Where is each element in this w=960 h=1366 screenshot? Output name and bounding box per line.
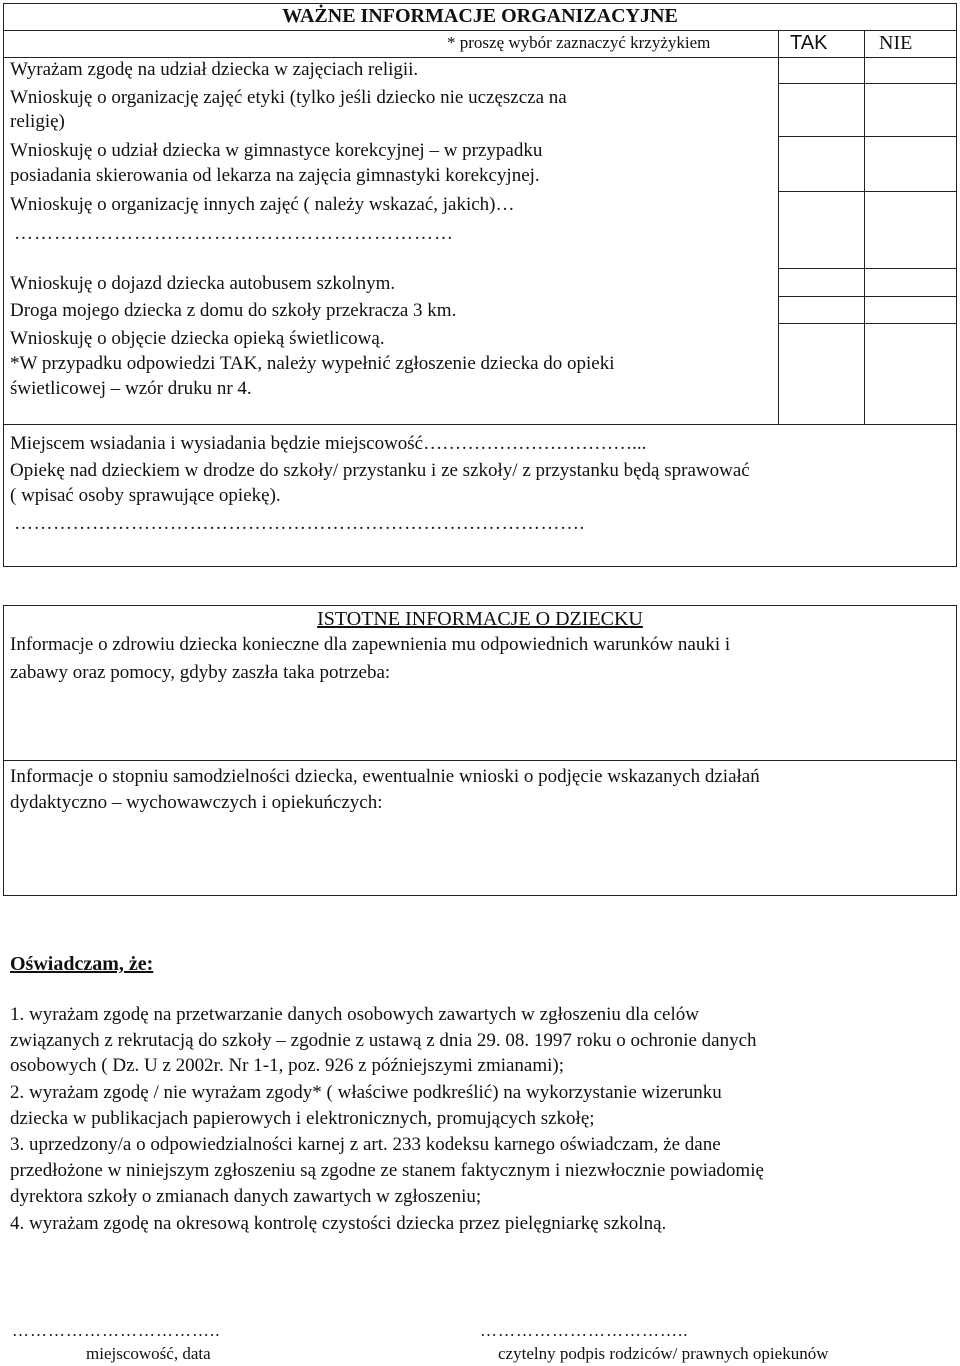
column-header-tak: TAK bbox=[790, 32, 828, 54]
checkbox-other-nie[interactable] bbox=[865, 192, 956, 268]
health-info-label-line2: zabawy oraz pomocy, gdyby zaszła taka potrzeba: bbox=[10, 662, 391, 683]
option-day-care: Wnioskuję o objęcie dziecka opieką świetlicową. bbox=[10, 328, 385, 349]
checkbox-ethics-nie[interactable] bbox=[865, 84, 956, 136]
declaration-line: dziecka w publikacjach papierowych i elektronicznych, promujących szkołę; bbox=[10, 1108, 595, 1129]
day-care-note-line2: świetlicowej – wzór druku nr 4. bbox=[10, 378, 252, 399]
child-table-right bbox=[956, 605, 957, 895]
child-table-divider bbox=[3, 760, 957, 761]
checkbox-daycare-tak[interactable] bbox=[779, 324, 864, 424]
table-border-right bbox=[956, 3, 957, 566]
section-title-child-info: ISTOTNE INFORMACJE O DZIECKU bbox=[317, 608, 643, 630]
declaration-line: 4. wyrażam zgodę na okresową kontrolę czystości dziecka przez pielęgniarkę szkolną. bbox=[10, 1213, 667, 1234]
independence-field[interactable] bbox=[10, 820, 950, 890]
declaration-title: Oświadczam, że: bbox=[10, 953, 154, 975]
checkbox-gymnastics-tak[interactable] bbox=[779, 137, 864, 191]
bus-stop-field[interactable]: Miejscem wsiadania i wysiadania będzie miejscowość……………………………... bbox=[10, 433, 647, 454]
child-table-bottom bbox=[3, 895, 957, 896]
place-date-field[interactable]: …………………………….. bbox=[12, 1321, 221, 1340]
declaration-line: osobowych ( Dz. U z 2002r. Nr 1-1, poz. 926 z późniejszymi zmianami); bbox=[10, 1055, 565, 1076]
option-distance: Droga mojego dziecka z domu do szkoły przekracza 3 km. bbox=[10, 300, 457, 321]
table-border-left bbox=[3, 3, 4, 566]
checkbox-distance-nie[interactable] bbox=[865, 297, 956, 323]
option-gymnastics-line1: Wnioskuję o udział dziecka w gimnastyce korekcyjnej – w przypadku bbox=[10, 140, 543, 161]
checkbox-bus-tak[interactable] bbox=[779, 269, 864, 296]
option-ethics-line1: Wnioskuję o organizację zajęć etyki (tylko jeśli dziecko nie uczęszcza na bbox=[10, 87, 567, 108]
declaration-line: dyrektora szkoły o zmianach danych zawartych w zgłoszeniu; bbox=[10, 1186, 482, 1207]
checkbox-religion-tak[interactable] bbox=[779, 58, 864, 83]
signature-field[interactable]: …………………………….. bbox=[480, 1321, 689, 1340]
guardian-field[interactable]: ……………………………………………………………………………. bbox=[14, 513, 585, 534]
section-title-organizational: WAŻNE INFORMACJE ORGANIZACYJNE bbox=[282, 5, 678, 27]
option-ethics-line2: religię) bbox=[10, 111, 65, 132]
checkbox-ethics-tak[interactable] bbox=[779, 84, 864, 136]
declaration-section bbox=[0, 950, 960, 1250]
column-header-nie: NIE bbox=[879, 32, 913, 54]
guardian-instruction-line2: ( wpisać osoby sprawujące opiekę). bbox=[10, 485, 281, 506]
declaration-line: 2. wyrażam zgodę / nie wyrażam zgody* ( właściwe podkreślić) na wykorzystanie wizerunku bbox=[10, 1082, 722, 1103]
checkbox-gymnastics-nie[interactable] bbox=[865, 137, 956, 191]
guardian-instruction-line1: Opiekę nad dzieckiem w drodze do szkoły/ przystanku i ze szkoły/ z przystanku będą sprawować bbox=[10, 460, 750, 481]
child-info-section bbox=[0, 600, 960, 900]
checkbox-distance-tak[interactable] bbox=[779, 297, 864, 323]
checkbox-other-tak[interactable] bbox=[779, 192, 864, 268]
checkbox-bus-nie[interactable] bbox=[865, 269, 956, 296]
child-table-left bbox=[3, 605, 4, 895]
organizational-section bbox=[0, 0, 960, 570]
health-info-label-line1: Informacje o zdrowiu dziecka konieczne dla zapewnienia mu odpowiednich warunków nauki i bbox=[10, 634, 731, 655]
signature-section bbox=[0, 1315, 960, 1365]
option-gymnastics-line2: posiadania skierowania od lekarza na zajęcia gimnastyki korekcyjnej. bbox=[10, 165, 540, 186]
choice-note: * proszę wybór zaznaczyć krzyżykiem bbox=[447, 33, 711, 52]
option-other-classes-dots: ………………………………………………………… bbox=[14, 223, 454, 244]
checkbox-religion-nie[interactable] bbox=[865, 58, 956, 83]
declaration-line: 3. uprzedzony/a o odpowiedzialności karnej z art. 233 kodeksu karnego oświadczam, że dane bbox=[10, 1134, 721, 1155]
option-religion: Wyrażam zgodę na udział dziecka w zajęciach religii. bbox=[10, 59, 419, 80]
declaration-line: związanych z rekrutacją do szkoły – zgodnie z ustawą z dnia 29. 08. 1997 roku o ochronie danych bbox=[10, 1030, 757, 1051]
option-school-bus: Wnioskuję o dojazd dziecka autobusem szkolnym. bbox=[10, 273, 396, 294]
independence-label-line1: Informacje o stopniu samodzielności dziecka, ewentualnie wnioski o podjęcie wskazanych działań bbox=[10, 766, 760, 787]
option-other-classes: Wnioskuję o organizację innych zajęć ( należy wskazać, jakich)… bbox=[10, 194, 515, 215]
health-info-field[interactable] bbox=[10, 688, 950, 756]
child-table-top bbox=[3, 605, 957, 606]
day-care-note-line1: *W przypadku odpowiedzi TAK, należy wypełnić zgłoszenie dziecka do opieki bbox=[10, 353, 615, 374]
options-section-divider bbox=[3, 424, 957, 425]
signature-label: czytelny podpis rodziców/ prawnych opiekunów bbox=[498, 1344, 829, 1363]
declaration-line: przedłożone w niniejszym zgłoszeniu są zgodne ze stanem faktycznym i niezwłocznie powiadomię bbox=[10, 1160, 764, 1181]
checkbox-daycare-nie[interactable] bbox=[865, 324, 956, 424]
declaration-line: 1. wyrażam zgodę na przetwarzanie danych osobowych zawartych w zgłoszeniu dla celów bbox=[10, 1004, 699, 1025]
independence-label-line2: dydaktyczno – wychowawczych i opiekuńczych: bbox=[10, 792, 383, 813]
place-date-label: miejscowość, data bbox=[86, 1344, 211, 1363]
table-border-bottom bbox=[3, 566, 957, 567]
